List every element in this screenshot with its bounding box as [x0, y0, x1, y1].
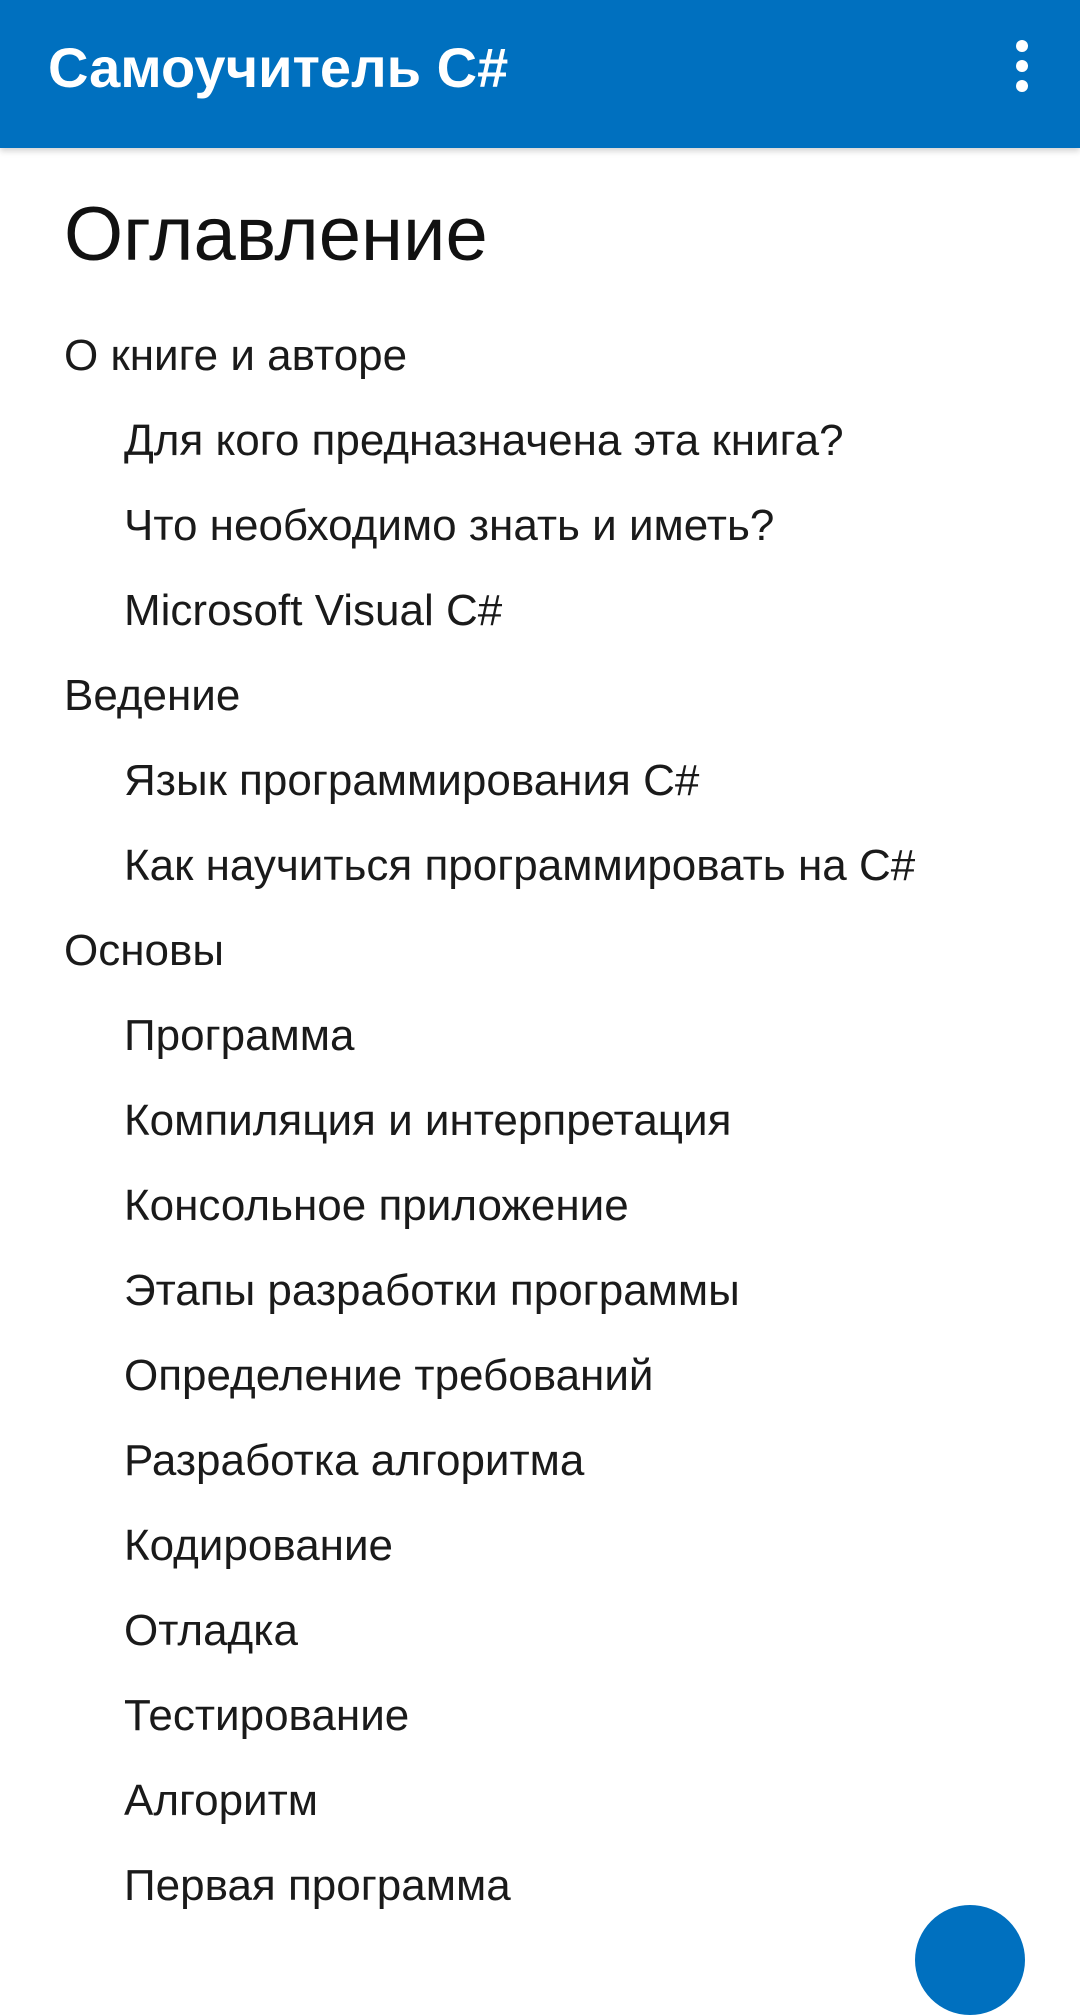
- toc-subsection-item[interactable]: Для кого предназначена эта книга?: [124, 416, 844, 465]
- menu-dot: [1016, 80, 1028, 92]
- floating-action-button[interactable]: [915, 1905, 1025, 2015]
- app-bar: [0, 0, 1080, 148]
- toc-subsection-item[interactable]: Компиляция и интерпретация: [124, 1096, 732, 1145]
- toc-subsection-item[interactable]: Алгоритм: [124, 1776, 319, 1825]
- toc-heading: Оглавление: [64, 192, 488, 277]
- toc-subsection-item[interactable]: Кодирование: [124, 1521, 394, 1570]
- toc-content[interactable]: [0, 148, 1080, 1920]
- toc-subsection-item[interactable]: Разработка алгоритма: [124, 1436, 585, 1485]
- app-title: Самоучитель C#: [48, 36, 509, 99]
- toc-subsection-item[interactable]: Этапы разработки программы: [124, 1266, 740, 1315]
- toc-subsection-item[interactable]: Как научиться программировать на C#: [124, 841, 916, 890]
- toc-subsection-item[interactable]: Что необходимо знать и иметь?: [124, 501, 775, 550]
- toc-subsection-item[interactable]: Консольное приложение: [124, 1181, 629, 1230]
- menu-dot: [1016, 40, 1028, 52]
- menu-dot: [1016, 60, 1028, 72]
- toc-list: [0, 313, 1080, 1920]
- toc-subsection-item[interactable]: Первая программа: [124, 1861, 511, 1910]
- more-vertical-icon[interactable]: [992, 34, 1052, 98]
- toc-section-item[interactable]: Ведение: [64, 671, 241, 720]
- toc-subsection-item[interactable]: Определение требований: [124, 1351, 654, 1400]
- toc-subsection-item[interactable]: Тестирование: [124, 1691, 410, 1740]
- toc-subsection-item[interactable]: Программа: [124, 1011, 355, 1060]
- toc-section-item[interactable]: О книге и авторе: [64, 331, 408, 380]
- toc-subsection-item[interactable]: Язык программирования C#: [124, 756, 700, 805]
- toc-subsection-item[interactable]: Microsoft Visual C#: [124, 586, 503, 635]
- toc-subsection-item[interactable]: Отладка: [124, 1606, 298, 1655]
- toc-section-item[interactable]: Основы: [64, 926, 224, 975]
